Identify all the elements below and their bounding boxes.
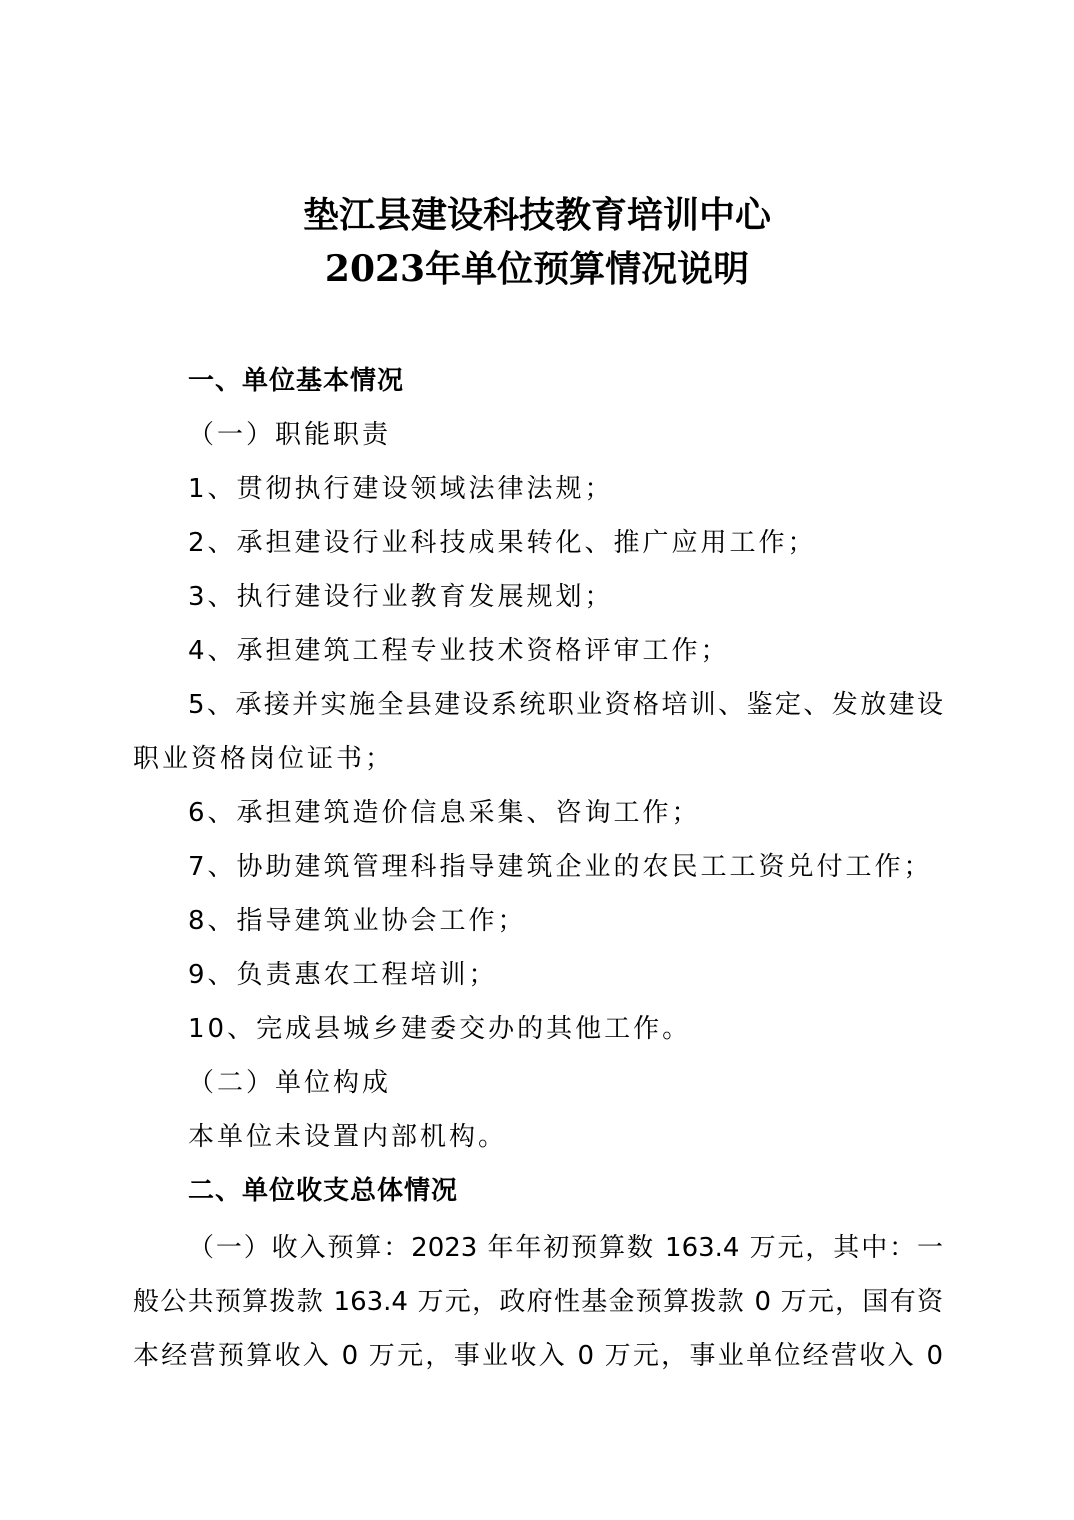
income-paragraph-line: 本经营预算收入 0 万元，事业收入 0 万元，事业单位经营收入 0 bbox=[133, 1341, 943, 1371]
duty-item: 2、承担建设行业科技成果转化、推广应用工作； bbox=[188, 528, 817, 558]
document-title-line-1: 垫江县建设科技教育培训中心 bbox=[302, 194, 771, 236]
duty-item: 10、完成县城乡建委交办的其他工作。 bbox=[188, 1014, 692, 1044]
structure-text: 本单位未设置内部机构。 bbox=[188, 1122, 508, 1152]
duty-item-continuation: 职业资格岗位证书； bbox=[133, 744, 395, 774]
subsection-heading-duties: （一）职能职责 bbox=[188, 420, 392, 450]
section-heading-budget-overview: 二、单位收支总体情况 bbox=[188, 1176, 459, 1206]
document-title-line-2: 2023年单位预算情况说明 bbox=[324, 248, 750, 290]
duty-item: 9、负责惠农工程培训； bbox=[188, 960, 498, 990]
income-paragraph-line: （一）收入预算：2023 年年初预算数 163.4 万元，其中：一 bbox=[188, 1233, 943, 1263]
duty-item: 8、指导建筑业协会工作； bbox=[188, 906, 527, 936]
duty-item: 7、协助建筑管理科指导建筑企业的农民工工资兑付工作； bbox=[188, 852, 933, 882]
duty-item: 4、承担建筑工程专业技术资格评审工作； bbox=[188, 636, 730, 666]
section-heading-basic-info: 一、单位基本情况 bbox=[188, 366, 405, 396]
subsection-heading-structure: （二）单位构成 bbox=[188, 1068, 392, 1098]
duty-item: 3、执行建设行业教育发展规划； bbox=[188, 582, 614, 612]
duty-item: 1、贯彻执行建设领域法律法规； bbox=[188, 474, 614, 504]
duty-item: 6、承担建筑造价信息采集、咨询工作； bbox=[188, 798, 701, 828]
duty-item: 5、承接并实施全县建设系统职业资格培训、鉴定、发放建设 bbox=[188, 690, 943, 720]
income-paragraph-line: 般公共预算拨款 163.4 万元，政府性基金预算拨款 0 万元，国有资 bbox=[133, 1287, 943, 1317]
